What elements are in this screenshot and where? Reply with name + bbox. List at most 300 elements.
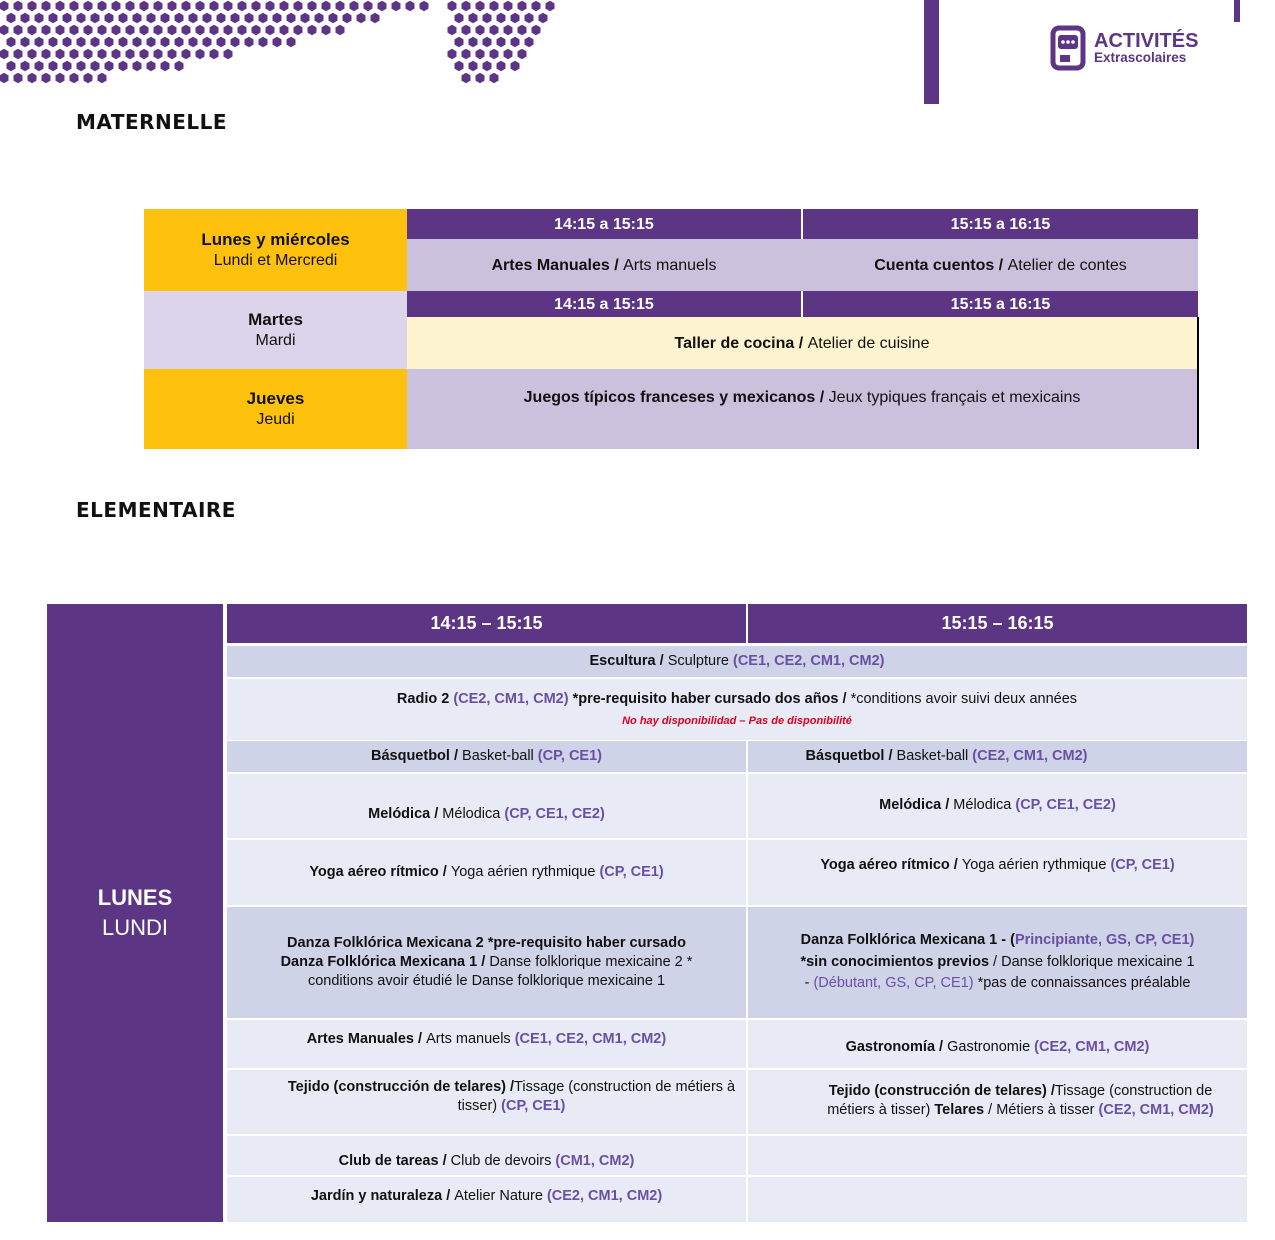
activity-es: Artes Manuales	[491, 256, 610, 274]
hexagon-dot	[476, 49, 485, 59]
hexagon-dot	[469, 13, 478, 23]
hexagon-pattern-decoration	[0, 0, 560, 95]
hexagon-dot	[42, 1, 51, 11]
activity-cell-radio	[227, 679, 1247, 740]
hexagon-dot	[56, 73, 65, 83]
activity-es: Tejido (construcción de telares)	[828, 1083, 1047, 1099]
hexagon-dot	[336, 1, 345, 11]
hexagon-dot	[7, 61, 16, 71]
hexagon-dot	[392, 1, 401, 11]
hexagon-dot	[210, 25, 219, 35]
activity-fr: Jeux typiques français et mexicains	[828, 389, 1081, 406]
activity-separator: /	[1046, 1083, 1055, 1099]
activity-fr: Métiers à tisser	[996, 1102, 1099, 1118]
hexagon-dot	[224, 49, 233, 59]
hexagon-dot	[154, 49, 163, 59]
hexagon-dot	[462, 73, 471, 83]
hexagon-dot	[406, 1, 415, 11]
hexagon-dot	[175, 37, 184, 47]
hexagon-dot	[140, 1, 149, 11]
activity-separator: /	[941, 796, 954, 813]
activity-fr: Danse folklorique mexicaine 1 -	[804, 953, 1195, 992]
activity-separator: /	[984, 1102, 997, 1118]
hexagon-dot	[497, 37, 506, 47]
hexagon-dot	[70, 1, 79, 11]
hexagon-dot	[448, 1, 457, 11]
hexagon-dot	[490, 1, 499, 11]
activity-levels: (CP, CE1)	[599, 864, 664, 880]
activity-levels: (CE2, CM1, CM2)	[453, 691, 569, 707]
hexagon-dot	[532, 25, 541, 35]
hexagon-dot	[546, 1, 555, 11]
activity-separator: /	[609, 256, 624, 274]
hexagon-dot	[84, 49, 93, 59]
activity-cell-tejido	[748, 1070, 1247, 1134]
empty-cell	[748, 1136, 1247, 1175]
hexagon-dot	[28, 73, 37, 83]
hexagon-dot	[238, 1, 247, 11]
activity-es: Danza Folklórica Mexicana 1 /	[280, 954, 490, 970]
activity-fr: Arts manuels	[426, 1030, 515, 1047]
activity-cell	[803, 239, 1198, 291]
activity-separator: /	[438, 1153, 451, 1169]
activity-cell-basket	[227, 741, 746, 772]
hexagon-dot	[63, 13, 72, 23]
activity-separator: /	[815, 389, 829, 406]
hexagon-dot	[231, 13, 240, 23]
activity-fr: Atelier de contes	[1007, 256, 1127, 274]
hexagon-dot	[504, 1, 513, 11]
hexagon-dot	[168, 25, 177, 35]
activity-es: Escultura	[589, 653, 656, 669]
hexagon-dot	[126, 49, 135, 59]
activity-separator: /	[994, 256, 1008, 274]
hexagon-dot	[280, 25, 289, 35]
hexagon-dot	[280, 1, 289, 11]
hexagon-dot	[161, 37, 170, 47]
activity-separator: /	[989, 953, 1002, 970]
hexagon-dot	[70, 73, 79, 83]
hexagon-dot	[490, 49, 499, 59]
hexagon-dot	[119, 13, 128, 23]
hexagon-dot	[119, 61, 128, 71]
hexagon-dot	[266, 1, 275, 11]
activity-levels: Principiante, GS, CP, CE1)	[1014, 932, 1195, 949]
activity-levels: (Débutant, GS, CP, CE1)	[813, 975, 974, 992]
activity-fr: Tissage (construction de métiers à tisser)	[827, 1083, 1213, 1118]
hexagon-dot	[56, 1, 65, 11]
hexagon-dot	[378, 1, 387, 11]
hexagon-dot	[126, 25, 135, 35]
hexagon-dot	[245, 37, 254, 47]
hexagon-dot	[14, 73, 23, 83]
time-slot-header: 14:15 a 15:15	[407, 209, 801, 239]
elementaire-table	[227, 604, 1247, 1222]
hexagon-dot	[504, 25, 513, 35]
activity-es: Básquetbol	[370, 748, 450, 764]
hexagon-dot	[28, 49, 37, 59]
day-cell-martes	[144, 291, 407, 369]
hexagon-dot	[448, 49, 457, 59]
hexagon-dot	[322, 25, 331, 35]
hexagon-dot	[0, 25, 9, 35]
hexagon-dot	[91, 61, 100, 71]
day-label-es: Martes	[248, 310, 303, 329]
hexagon-dot	[56, 49, 65, 59]
hexagon-dot	[77, 37, 86, 47]
hexagon-dot	[175, 61, 184, 71]
activity-es: Yoga aéreo rítmico	[309, 864, 439, 880]
activity-levels: (CE2, CM1, CM2)	[1098, 1102, 1214, 1118]
hexagon-dot	[322, 1, 331, 11]
hexagon-dot	[77, 61, 86, 71]
hexagon-dot	[364, 1, 373, 11]
activity-es: Melódica	[368, 805, 431, 822]
hexagon-dot	[490, 25, 499, 35]
hexagon-dot	[518, 1, 527, 11]
hexagon-dot	[455, 61, 464, 71]
hexagon-dot	[0, 1, 9, 11]
unavailable-notice: No hay disponibilidad – Pas de disponibilité	[622, 715, 852, 727]
activity-requirement: *pre-requisito haber cursado dos años /	[568, 691, 851, 707]
activity-es: Club de tareas	[338, 1153, 439, 1169]
logo-subtitle: Extrascolaires	[1094, 50, 1187, 65]
hexagon-dot	[476, 73, 485, 83]
activity-levels: (CE1, CE2, CM1, CM2)	[733, 653, 885, 669]
activity-separator: /	[449, 748, 463, 764]
activity-fr: Atelier de cuisine	[807, 334, 930, 352]
activity-requirement: *pas de connaissances préalable	[973, 975, 1191, 992]
hexagon-dot	[126, 1, 135, 11]
activity-es: Juegos típicos franceses y mexicanos	[523, 389, 816, 406]
hexagon-dot	[462, 49, 471, 59]
hexagon-dot	[539, 13, 548, 23]
hexagon-dot	[161, 61, 170, 71]
hexagon-dot	[483, 37, 492, 47]
hexagon-dot	[35, 13, 44, 23]
hexagon-dot	[56, 25, 65, 35]
activity-fr: Yoga aérien rythmique	[961, 857, 1111, 873]
day-label-fr: Jeudi	[256, 411, 295, 428]
hexagon-dot	[21, 37, 30, 47]
hexagon-dot	[98, 73, 107, 83]
activity-separator: /	[884, 748, 897, 764]
hexagon-dot	[525, 13, 534, 23]
hexagon-dot	[224, 25, 233, 35]
hexagon-dot	[14, 49, 23, 59]
activity-cell	[407, 369, 1199, 449]
hexagon-dot	[511, 37, 520, 47]
activity-fr: Atelier Nature	[454, 1188, 547, 1204]
hexagon-dot	[518, 25, 527, 35]
hexagon-dot	[301, 13, 310, 23]
activity-levels: (CE2, CM1, CM2)	[972, 748, 1088, 764]
hexagon-dot	[504, 49, 513, 59]
activity-levels: (CP, CE1)	[501, 1098, 566, 1114]
hexagon-dot	[336, 25, 345, 35]
hexagon-dot	[98, 25, 107, 35]
hexagon-dot	[343, 13, 352, 23]
hexagon-dot	[189, 37, 198, 47]
maternelle-table	[144, 209, 1199, 449]
hexagon-dot	[0, 73, 9, 83]
activity-separator: /	[438, 864, 451, 880]
time-slot-header: 14:15 a 15:15	[407, 291, 801, 317]
activity-levels: (CP, CE1, CE2)	[1015, 796, 1116, 813]
hexagon-dot	[35, 61, 44, 71]
hexagon-dot	[14, 1, 23, 11]
activity-levels: (CP, CE1)	[537, 748, 602, 764]
hexagon-dot	[203, 37, 212, 47]
day-label-fr: Mardi	[255, 332, 296, 349]
hexagon-dot	[84, 1, 93, 11]
header-accent-bar	[924, 0, 939, 104]
hexagon-dot	[28, 25, 37, 35]
day-label-es: Jueves	[246, 389, 305, 408]
activity-separator: /	[949, 857, 962, 873]
hexagon-dot	[154, 1, 163, 11]
hexagon-dot	[245, 13, 254, 23]
activity-cell	[407, 239, 801, 291]
hexagon-dot	[49, 13, 58, 23]
activity-requirement: *sin conocimientos previos	[800, 953, 990, 970]
hexagon-dot	[357, 13, 366, 23]
activity-cell-melodica	[748, 774, 1247, 838]
hexagon-dot	[294, 1, 303, 11]
activity-cell-gastronomia	[748, 1020, 1247, 1068]
activity-cell-tejido	[227, 1070, 746, 1134]
hexagon-dot	[308, 25, 317, 35]
hexagon-dot	[511, 61, 520, 71]
hexagon-dot	[147, 61, 156, 71]
hexagon-dot	[350, 1, 359, 11]
hexagon-dot	[112, 1, 121, 11]
hexagon-dot	[98, 1, 107, 11]
activity-es: Jardín y naturaleza	[310, 1188, 443, 1204]
hexagon-dot	[259, 13, 268, 23]
hexagon-dot	[21, 13, 30, 23]
activity-es: Danza Folklórica Mexicana 1 - (	[800, 932, 1015, 949]
activity-es: Cuenta cuentos	[874, 256, 995, 274]
hexagon-dot	[231, 37, 240, 47]
activity-levels: (CE2, CM1, CM2)	[546, 1188, 663, 1204]
activity-levels: (CP, CE1)	[1110, 857, 1175, 873]
hexagon-dot	[7, 37, 16, 47]
hexagon-dot	[462, 25, 471, 35]
hexagon-dot	[196, 25, 205, 35]
activity-separator: /	[935, 1038, 948, 1055]
hexagon-dot	[532, 1, 541, 11]
hexagon-dot	[287, 37, 296, 47]
hexagon-dot	[63, 37, 72, 47]
hexagon-dot	[196, 1, 205, 11]
hexagon-dot	[112, 49, 121, 59]
hexagon-dot	[0, 49, 9, 59]
chat-bubble-icon	[1050, 25, 1088, 73]
hexagon-dot	[329, 13, 338, 23]
hexagon-dot	[308, 1, 317, 11]
hexagon-dot	[182, 49, 191, 59]
activity-cell-danza	[748, 907, 1247, 1018]
hexagon-dot	[49, 61, 58, 71]
maternelle-title: MATERNELLE	[76, 110, 228, 134]
activity-levels: (CE2, CM1, CM2)	[1034, 1038, 1150, 1055]
activity-cell-melodica	[227, 774, 746, 838]
activity-levels: (CP, CE1, CE2)	[504, 805, 605, 822]
activity-cell-artes	[227, 1020, 746, 1068]
hexagon-dot	[497, 13, 506, 23]
activity-fr: Mélodica	[953, 796, 1016, 813]
activity-fr: Basket-ball	[896, 748, 973, 764]
activity-cell-yoga	[748, 840, 1247, 905]
hexagon-dot	[224, 1, 233, 11]
hexagon-dot	[42, 49, 51, 59]
hexagon-dot	[266, 25, 275, 35]
hexagon-dot	[91, 37, 100, 47]
activity-levels: (CM1, CM2)	[555, 1153, 635, 1169]
activity-separator: /	[442, 1188, 455, 1204]
hexagon-dot	[105, 13, 114, 23]
time-slot-header: 14:15 – 15:15	[227, 604, 746, 643]
time-slot-header: 15:15 a 16:15	[803, 291, 1198, 317]
hexagon-dot	[112, 25, 121, 35]
hexagon-dot	[315, 13, 324, 23]
activity-cell-basket	[748, 741, 1247, 772]
hexagon-dot	[168, 1, 177, 11]
hexagon-dot	[455, 37, 464, 47]
day-label-fr: LUNDI	[101, 915, 168, 940]
activity-fr: conditions avoir étudié le Danse folklorique mexicaine 1	[307, 973, 666, 989]
activity-cell-club	[227, 1136, 746, 1175]
hexagon-dot	[469, 61, 478, 71]
hexagon-dot	[70, 49, 79, 59]
hexagon-dot	[273, 37, 282, 47]
hexagon-dot	[203, 13, 212, 23]
hexagon-dot	[294, 25, 303, 35]
hexagon-dot	[455, 13, 464, 23]
hexagon-dot	[175, 13, 184, 23]
hexagon-dot	[168, 49, 177, 59]
hexagon-dot	[98, 49, 107, 59]
activity-es: Tejido (construcción de telares)	[287, 1079, 506, 1095]
hexagon-dot	[182, 1, 191, 11]
hexagon-dot	[42, 73, 51, 83]
hexagon-dot	[462, 1, 471, 11]
time-slot-header: 15:15 – 16:15	[748, 604, 1247, 643]
activity-fr: *conditions avoir suivi deux années	[850, 691, 1078, 707]
hexagon-dot	[525, 37, 534, 47]
activity-cell-escultura	[227, 646, 1247, 677]
activity-es: Melódica	[879, 796, 942, 813]
hexagon-dot	[140, 49, 149, 59]
hexagon-dot	[490, 73, 499, 83]
activity-fr: Basket-ball	[462, 748, 538, 764]
activity-es: Artes Manuales	[306, 1030, 414, 1047]
header-accent-line	[1234, 0, 1240, 22]
hexagon-dot	[252, 1, 261, 11]
hexagon-dot	[476, 1, 485, 11]
hexagon-dot	[77, 13, 86, 23]
hexagon-dot	[21, 61, 30, 71]
hexagon-dot	[371, 13, 380, 23]
activity-cell-danza	[227, 907, 746, 1018]
hexagon-dot	[448, 25, 457, 35]
hexagon-dot	[147, 13, 156, 23]
hexagon-dot	[42, 25, 51, 35]
time-slot-header: 15:15 a 16:15	[803, 209, 1198, 239]
activity-cell-yoga	[227, 840, 746, 905]
activity-fr: Club de devoirs	[450, 1153, 556, 1169]
day-cell-jueves	[144, 369, 407, 449]
activity-separator: /	[430, 805, 443, 822]
hexagon-dot	[91, 13, 100, 23]
activites-extrascolaires-logo	[1050, 25, 1210, 75]
hexagon-dot	[182, 25, 191, 35]
hexagon-dot	[133, 13, 142, 23]
day-label-es: Lunes y miércoles	[201, 230, 350, 249]
activity-separator: /	[655, 653, 668, 669]
hexagon-dot	[273, 13, 282, 23]
hexagon-dot	[119, 37, 128, 47]
activity-cell-jardin	[227, 1177, 746, 1222]
hexagon-dot	[497, 61, 506, 71]
activity-fr: Mélodica	[442, 805, 505, 822]
activity-separator: /	[794, 334, 808, 352]
hexagon-dot	[469, 37, 478, 47]
hexagon-dot	[147, 37, 156, 47]
activity-fr: Tissage (construction de métiers à tisser)	[457, 1079, 736, 1114]
hexagon-dot	[259, 37, 268, 47]
hexagon-dot	[63, 61, 72, 71]
hexagon-dot	[210, 1, 219, 11]
activity-es: Telares	[934, 1102, 985, 1118]
day-column-lunes	[47, 604, 223, 1222]
activity-es: Taller de cocina	[674, 334, 795, 352]
activity-fr: Danse folklorique mexicaine 2 *	[489, 954, 693, 970]
hexagon-dot	[35, 37, 44, 47]
activity-fr: Arts manuels	[623, 256, 717, 274]
activity-cell	[407, 317, 1199, 369]
activity-separator: /	[505, 1079, 515, 1095]
hexagon-dot	[28, 1, 37, 11]
activity-fr: Yoga aérien rythmique	[450, 864, 600, 880]
hexagon-dot	[105, 61, 114, 71]
hexagon-dot	[189, 13, 198, 23]
hexagon-dot	[84, 73, 93, 83]
day-label-es: LUNES	[97, 885, 173, 910]
hexagon-dot	[133, 61, 142, 71]
hexagon-dot	[210, 49, 219, 59]
hexagon-dot	[217, 13, 226, 23]
hexagon-dot	[483, 13, 492, 23]
activity-es: Radio 2	[396, 691, 454, 707]
hexagon-dot	[7, 13, 16, 23]
day-label-fr: Lundi et Mercredi	[213, 252, 338, 269]
hexagon-dot	[217, 37, 226, 47]
activity-separator: /	[413, 1030, 427, 1047]
empty-cell	[748, 1177, 1247, 1222]
hexagon-dot	[252, 25, 261, 35]
day-cell-lunes-miercoles	[144, 209, 407, 291]
hexagon-dot	[70, 25, 79, 35]
hexagon-dot	[518, 49, 527, 59]
hexagon-dot	[420, 1, 429, 11]
hexagon-dot	[154, 25, 163, 35]
activity-es: Básquetbol	[805, 748, 885, 764]
activity-fr: Sculpture	[667, 653, 733, 669]
hexagon-dot	[84, 25, 93, 35]
hexagon-dot	[49, 37, 58, 47]
